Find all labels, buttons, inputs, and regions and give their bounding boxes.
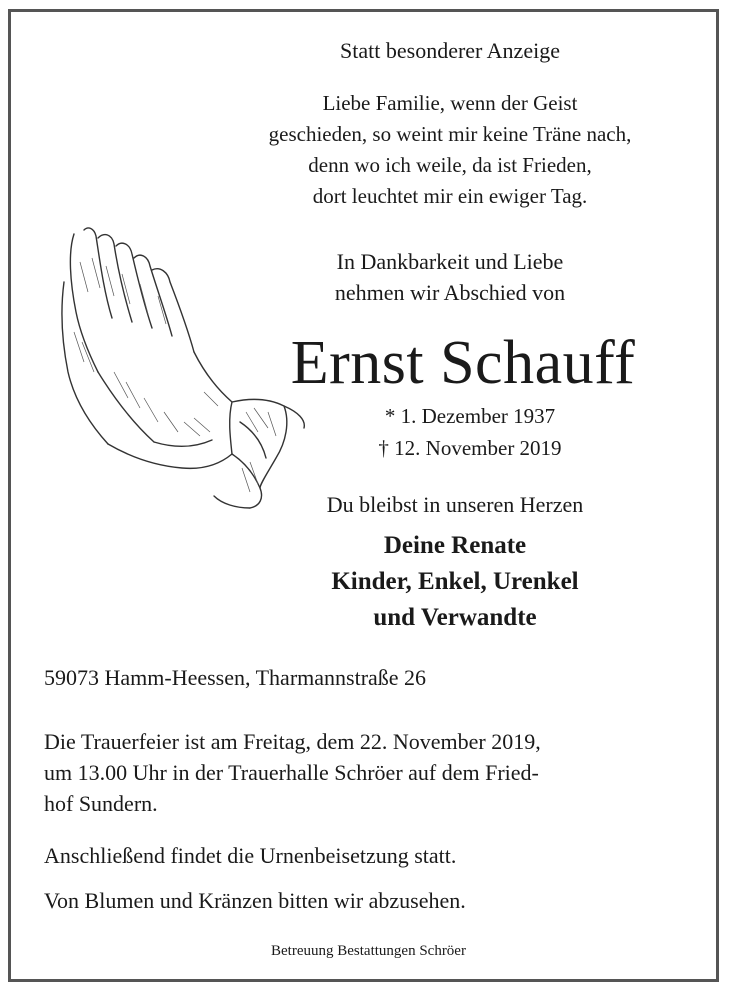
ceremony-info [44, 726, 704, 819]
ceremony-line: um 13.00 Uhr in der Trauerhalle Schröer auf dem Fried- [44, 760, 539, 785]
notice-header: Statt besonderer Anzeige [340, 38, 560, 63]
remembrance-line: Du bleibst in unseren Herzen [326, 492, 584, 517]
mourners [180, 528, 730, 636]
flowers-note: Von Blumen und Kränzen bitten wir abzusehen. [44, 888, 466, 913]
mourner-line: Kinder, Enkel, Urenkel [331, 568, 579, 595]
ceremony-line: Die Trauerfeier ist am Freitag, dem 22. November 2019, [44, 729, 541, 754]
poem-line: geschieden, so weint mir keine Träne nach, [268, 122, 632, 146]
poem-line: denn wo ich weile, da ist Frieden, [308, 153, 592, 177]
birth-date: * 1. Dezember 1937 [384, 404, 556, 428]
deceased-name: Ernst Schauff [290, 329, 636, 397]
poem-line: Liebe Familie, wenn der Geist [322, 91, 578, 115]
mourner-line: Deine Renate [383, 532, 527, 559]
address: 59073 Hamm-Heessen, Tharmannstraße 26 [44, 665, 427, 690]
undertaker-credit: Betreuung Bestattungen Schröer [271, 943, 466, 959]
urn-burial-note: Anschließend findet die Urnenbeisetzung statt. [44, 843, 457, 868]
farewell-line: In Dankbarkeit und Liebe [336, 249, 564, 274]
farewell-text [160, 246, 737, 308]
poem [160, 88, 737, 212]
life-dates [300, 400, 640, 464]
ceremony-line: hof Sundern. [44, 791, 158, 816]
poem-line: dort leuchtet mir ein ewiger Tag. [312, 184, 588, 208]
farewell-line: nehmen wir Abschied von [334, 280, 566, 305]
death-date: † 12. November 2019 [378, 436, 562, 460]
mourner-line: und Verwandte [373, 604, 537, 631]
